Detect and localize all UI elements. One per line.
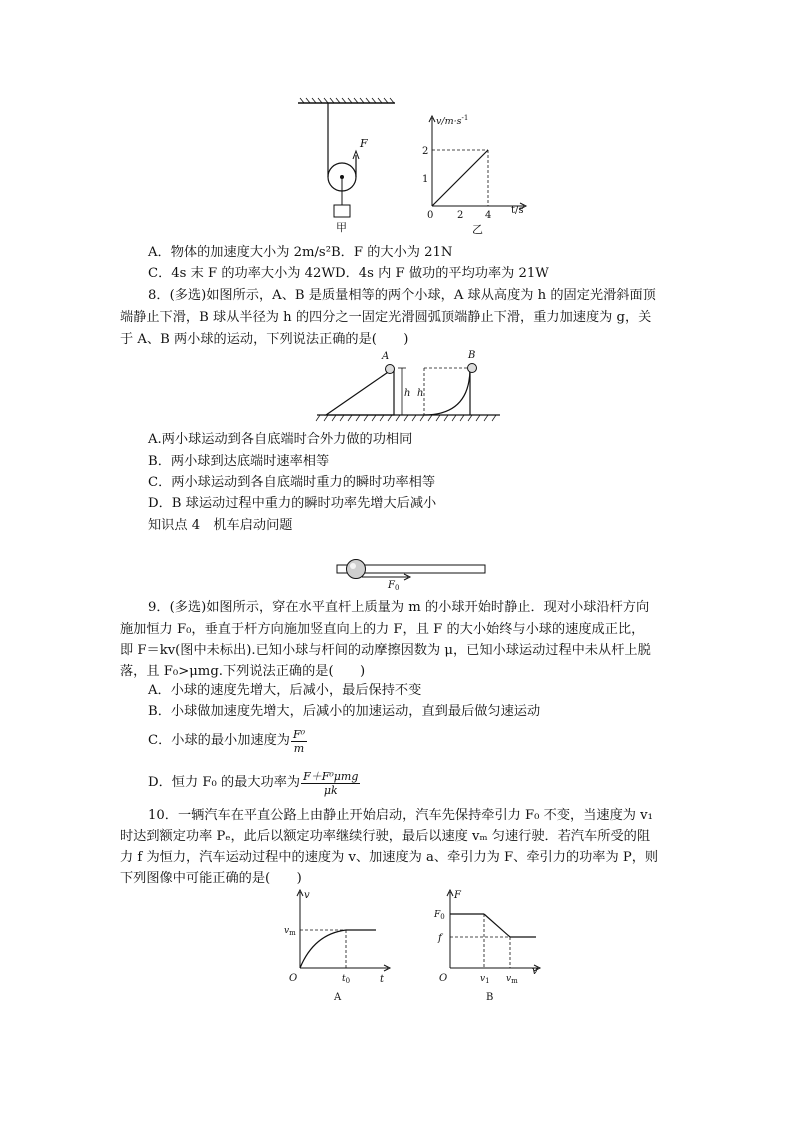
q9-stem-line-4: 落，且 F₀>μmg.下列说法正确的是( ) — [120, 664, 366, 679]
q8-option-c: C．两小球运动到各自底端时重力的瞬时功率相等 — [148, 475, 436, 490]
graph-a-vm-label: $v_m$ — [284, 926, 296, 937]
rod-figure — [332, 556, 488, 590]
graph-b-caption: B — [486, 992, 494, 1003]
q9-stem-line-3: 即 F＝kv(图中未标出).已知小球与杆间的动摩擦因数为 μ，已知小球运动过程中未从杆上脱 — [120, 643, 651, 658]
graph-b-vm-label: $v_m$ — [506, 974, 518, 985]
q8-option-b: B．两小球到达底端时速率相等 — [148, 454, 330, 469]
section-title: 知识点 4 机车启动问题 — [148, 518, 293, 533]
q9-stem-line-1: 9．(多选)如图所示，穿在水平直杆上质量为 m 的小球开始时静止．现对小球沿杆方向 — [148, 600, 650, 615]
y-tick-2: 2 — [422, 146, 429, 157]
q9-option-d: D．恒力 F₀ 的最大功率为 $\frac{\text{F＋F⁰μmg}}{\mu k}$ — [148, 770, 359, 797]
q9-option-c: C．小球的最小加速度为 $\frac{\text{F⁰}}{m}$ — [148, 728, 306, 755]
jia-label: 甲 — [336, 221, 347, 234]
q8-stem-line-3: 于 A、B 两小球的运动，下列说法正确的是( ) — [120, 332, 409, 347]
x-tick-2: 2 — [457, 210, 464, 221]
graph-a-origin: O — [289, 973, 298, 984]
yi-label: 乙 — [472, 223, 483, 236]
x-axis-label: t/s — [511, 205, 524, 216]
q10-stem-line-2: 时达到额定功率 Pₑ，此后以额定功率继续行驶，最后以速度 vₘ 匀速行驶．若汽车所受的阻 — [120, 829, 651, 844]
rod-force-label: $F_0$ — [388, 580, 400, 590]
q7-option-line-2: C．4s 末 F 的功率大小为 42WD．4s 内 F 做功的平均功率为 21W — [148, 266, 549, 281]
graph-b-y-label: F — [454, 890, 461, 901]
graph-b-x-label: v — [532, 966, 538, 977]
ball-b-label: B — [468, 350, 476, 361]
height-label-b: h — [417, 388, 424, 399]
q8-stem-line-1: 8．(多选)如图所示，A、B 是质量相等的两个小球，A 球从高度为 h 的固定光滑斜面顶 — [148, 288, 656, 303]
graph-a-caption: A — [334, 992, 342, 1003]
graph-b-f0-label: $F_0$ — [434, 910, 445, 921]
q8-option-a: A.两小球运动到各自底端时合外力做的功相同 — [148, 432, 413, 447]
q9-option-b: B．小球做加速度先增大，后减小的加速运动，直到最后做匀速运动 — [148, 704, 541, 719]
pulley-figure — [290, 95, 410, 235]
graph-a-y-label: v — [304, 890, 310, 901]
y-tick-1: 1 — [422, 174, 429, 185]
graph-a-t0-label: $t_0$ — [342, 974, 351, 985]
q7-option-line-1: A．物体的加速度大小为 2m/s²B．F 的大小为 21N — [148, 245, 453, 260]
height-label-a: h — [404, 388, 411, 399]
q8-stem-line-2: 端静止下滑，B 球从半径为 h 的四分之一固定光滑圆弧顶端静止下滑，重力加速度为 g，关 — [120, 310, 652, 325]
incline-arc-figure — [312, 348, 502, 424]
graph-a-x-label: t — [380, 974, 385, 985]
graph-b-f-label: f — [438, 933, 442, 944]
graph-b-v1-label: $v_1$ — [480, 974, 490, 985]
origin-label: 0 — [427, 210, 434, 221]
y-axis-label: $v/m\cdot s^{-1}$ — [436, 114, 469, 127]
x-tick-4: 4 — [485, 210, 492, 221]
ball-a-label: A — [382, 351, 390, 362]
graph-a — [280, 888, 400, 1006]
q10-stem-line-1: 10．一辆汽车在平直公路上由静止开始启动，汽车先保持牵引力 F₀ 不变，当速度为 v₁ — [148, 808, 653, 823]
q9-stem-line-2: 施加恒力 F₀，垂直于杆方向施加竖直向上的力 F，且 F 的大小始终与小球的速度成正比， — [120, 622, 645, 637]
graph-b — [430, 888, 550, 1006]
q8-option-d: D．B 球运动过程中重力的瞬时功率先增大后减小 — [148, 496, 437, 511]
vt-graph — [416, 112, 536, 238]
q9-option-a: A．小球的速度先增大，后减小，最后保持不变 — [148, 683, 422, 698]
q10-stem-line-3: 力 f 为恒力，汽车运动过程中的速度为 v、加速度为 a、牵引力为 F、牵引力的功率为 P，则 — [120, 850, 659, 865]
q10-stem-line-4: 下列图像中可能正确的是( ) — [120, 871, 302, 886]
graph-b-origin: O — [439, 973, 448, 984]
force-label: F — [360, 137, 368, 150]
